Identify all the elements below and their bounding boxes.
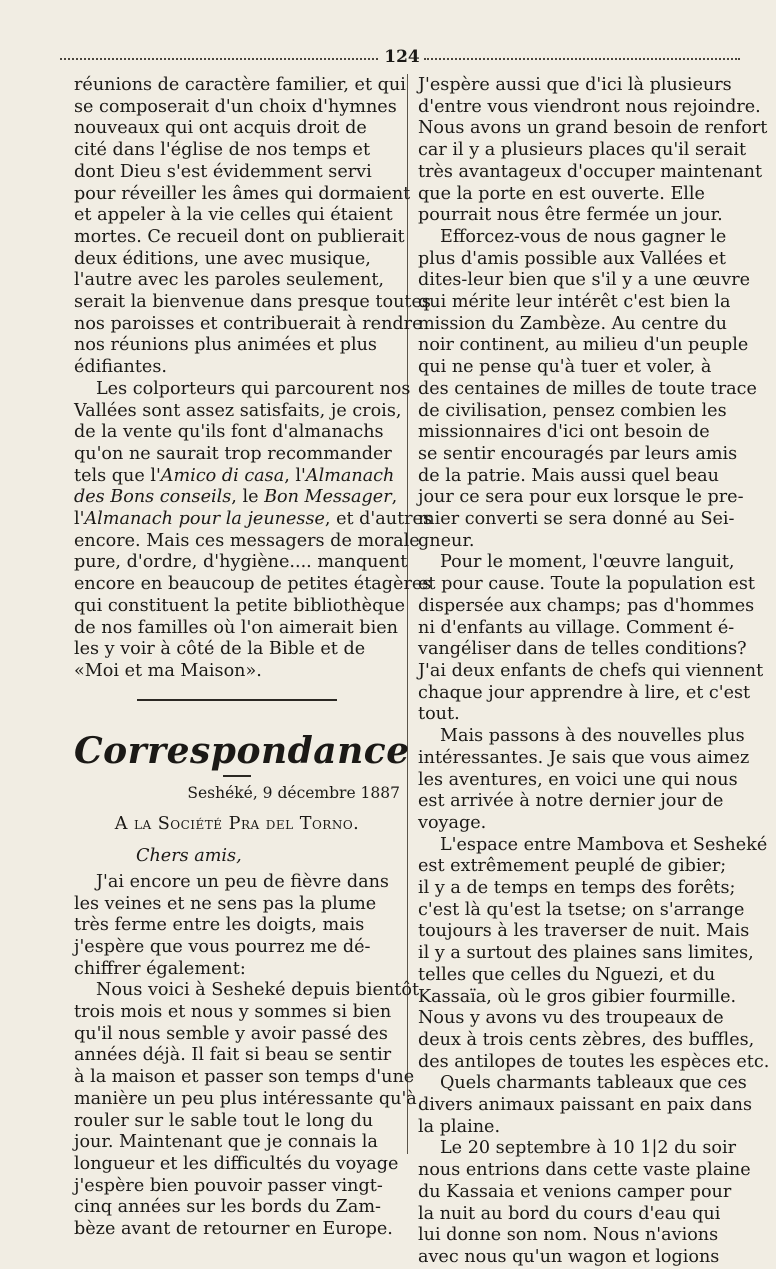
right-paragraph-2 [418, 226, 757, 553]
text-line: se composerait d'un choix d'hymnes [74, 96, 397, 117]
text-line: à la maison et passer son temps d'une [74, 1067, 415, 1088]
text-line: nos réunions plus animées et plus [74, 335, 377, 356]
left-paragraph-4 [74, 980, 420, 1240]
text-line: et pour cause. Toute la population est [418, 574, 755, 595]
text-run: , et d'autres [324, 509, 432, 530]
heading-underline-dash [223, 775, 251, 777]
right-column [418, 75, 770, 1269]
text-line: mortes. Ce recueil dont on publierait [74, 226, 405, 247]
text-line: qui mérite leur intérêt c'est bien la [418, 292, 731, 313]
text-line: j'espère que vous pourrez me dé- [74, 936, 371, 957]
text-line: deux à trois cents zèbres, des buffles, [418, 1029, 755, 1050]
text-line: Le 20 septembre à 10 1|2 du soir [440, 1138, 737, 1159]
almanac-title: Almanach [305, 465, 395, 486]
text-line: J'ai encore un peu de fièvre dans [96, 871, 389, 892]
text-line: trois mois et nous y sommes si bien [74, 1002, 392, 1023]
text-line [74, 509, 432, 531]
text-line: vangéliser dans de telles conditions? [418, 639, 747, 660]
text-line: longueur et les difficultés du voyage [74, 1153, 399, 1174]
text-line: Vallées sont assez satisfaits, je crois, [74, 400, 402, 421]
text-line: missionnaires d'ici ont besoin de [418, 422, 710, 443]
text-line: j'espère bien pouvoir passer vingt- [74, 1175, 383, 1196]
header-dotted-rule-right [424, 58, 740, 60]
text-line: Efforcez-vous de nous gagner le [440, 226, 727, 247]
text-line: toujours à les traverser de nuit. Mais [418, 921, 750, 942]
text-line: qu'il nous semble y avoir passé des [74, 1023, 388, 1044]
text-line: chiffrer également: [74, 958, 246, 979]
right-paragraph-6 [418, 1073, 752, 1138]
letter-addressee: A la Société Pra del Torno. [114, 814, 360, 835]
text-line: lui donne son nom. Nous n'avions [418, 1225, 719, 1246]
text-line: de la patrie. Mais aussi quel beau [418, 465, 720, 486]
text-line: des centaines de milles de toute trace [418, 378, 757, 399]
text-line: les veines et ne sens pas la plume [74, 893, 377, 914]
left-paragraph-1 [74, 75, 431, 379]
text-line: Les colporteurs qui parcourent nos [96, 378, 411, 399]
text-line: de la vente qu'ils font d'almanachs [74, 422, 384, 443]
letter-salutation: Chers amis, [136, 846, 242, 867]
text-line: des antilopes de toutes les espèces etc. [418, 1051, 770, 1072]
text-line [74, 466, 400, 488]
text-line: «Moi et ma Maison». [74, 660, 262, 681]
text-line: très ferme entre les doigts, mais [74, 915, 365, 936]
text-line: nouveaux qui ont acquis droit de [74, 118, 367, 139]
almanac-title: Almanach pour la jeunesse [84, 509, 325, 530]
text-line: de nos familles où l'on aimerait bien [74, 617, 398, 638]
text-run: l' [74, 509, 85, 530]
text-line: tout. [418, 704, 460, 725]
text-line: J'espère aussi que d'ici là plusieurs [418, 75, 732, 95]
page-number: 124 [384, 47, 420, 67]
text-line: chaque jour apprendre à lire, et c'est [418, 682, 751, 703]
text-line: qu'on ne saurait trop recommander [74, 443, 392, 464]
left-paragraph-2 [74, 378, 432, 683]
text-line: Pour le moment, l'œuvre languit, [440, 552, 735, 573]
right-paragraph-3 [418, 552, 764, 726]
text-line: divers animaux paissant en paix dans [418, 1095, 752, 1116]
text-line: Nous y avons vu des troupeaux de [418, 1008, 724, 1029]
almanac-title: Amico di casa [160, 465, 285, 486]
text-line: nous entrions dans cette vaste plaine [418, 1160, 751, 1181]
text-line: jour ce sera pour eux lorsque le pre- [418, 487, 744, 508]
text-line: noir continent, au milieu d'un peuple [418, 335, 749, 356]
text-line: de civilisation, pensez combien les [418, 400, 727, 421]
text-line: encore en beaucoup de petites étagères [74, 574, 432, 595]
text-line: et appeler à la vie celles qui étaient [74, 205, 393, 226]
text-line: qui constituent la petite bibliothèque [74, 595, 406, 616]
text-line: jour. Maintenant que je connais la [74, 1132, 378, 1153]
text-line: car il y a plusieurs places qu'il serait [418, 140, 747, 161]
header-dotted-rule-left [60, 58, 378, 60]
text-line: gneur. [418, 530, 475, 551]
text-line: voyage. [418, 812, 487, 833]
section-heading: Correspondance [74, 729, 410, 772]
text-line: c'est là qu'est la tsetse; on s'arrange [418, 899, 745, 920]
text-line: l'autre avec les paroles seulement, [74, 270, 385, 291]
text-line: Kassaïa, où le gros gibier fourmille. [418, 986, 737, 1007]
text-line: dispersée aux champs; pas d'hommes [418, 595, 755, 616]
text-line: intéressantes. Je sais que vous aimez [418, 747, 750, 768]
text-line: est arrivée à notre dernier jour de [418, 791, 724, 812]
left-column [74, 75, 432, 1241]
text-line: manière un peu plus intéressante qu'à [74, 1088, 417, 1109]
text-line: cinq années sur les bords du Zam- [74, 1197, 381, 1218]
text-line: du Kassaia et venions camper pour [418, 1181, 732, 1202]
text-line: rouler sur le sable tout le long du [74, 1110, 374, 1131]
text-line: bèze avant de retourner en Europe. [74, 1219, 393, 1240]
text-line: les y voir à côté de la Bible et de [74, 639, 366, 660]
text-line: mier converti se sera donné au Sei- [418, 509, 735, 530]
text-line: se sentir encouragés par leurs amis [418, 443, 738, 464]
text-line: L'espace entre Mambova et Sesheké [440, 834, 768, 855]
text-line: Nous voici à Sesheké depuis bientôt [96, 980, 420, 1001]
text-line: les aventures, en voici une qui nous [418, 769, 738, 790]
text-line: d'entre vous viendront nous rejoindre. [418, 96, 761, 117]
right-paragraph-7 [418, 1138, 751, 1268]
text-run: , [391, 487, 398, 508]
text-line [74, 487, 400, 509]
right-paragraph-4 [418, 726, 750, 835]
text-line: cité dans l'église de nos temps et [74, 140, 371, 161]
text-line: J'ai deux enfants de chefs qui viennent [418, 660, 764, 681]
text-line: dont Dieu s'est évidemment servi [74, 161, 372, 182]
text-line: que la porte en est ouverte. Elle [418, 183, 705, 204]
right-paragraph-5 [418, 834, 770, 1074]
text-line: pure, d'ordre, d'hygiène.... manquent [74, 552, 408, 573]
text-line: pourrait nous être fermée un jour. [418, 205, 723, 226]
text-line: est extrêmement peuplé de gibier; [418, 856, 727, 877]
text-line: encore. Mais ces messagers de morale [74, 530, 420, 551]
text-line: ni d'enfants au village. Comment é- [418, 617, 735, 638]
text-line: il y a de temps en temps des forêts; [418, 878, 736, 899]
text-line: Nous avons un grand besoin de renfort [418, 118, 768, 139]
text-line: nos paroisses et contribuerait à rendre [74, 313, 423, 334]
text-line: deux éditions, une avec musique, [74, 248, 371, 269]
text-run: , l' [284, 465, 306, 486]
section-separator-rule [137, 699, 337, 701]
almanac-title: Bon Messager [264, 487, 392, 508]
text-line: avec nous qu'un wagon et logions [418, 1246, 720, 1267]
text-run: tels que l' [74, 465, 161, 486]
text-line: il y a surtout des plaines sans limites, [418, 943, 754, 964]
text-run: , le [231, 487, 265, 508]
text-line: la plaine. [418, 1116, 501, 1137]
text-line: pour réveiller les âmes qui dormaient [74, 183, 411, 204]
text-line: la nuit au bord du cours d'eau qui [418, 1203, 721, 1224]
right-paragraph-1 [418, 75, 768, 227]
almanac-title: des Bons conseils [74, 487, 232, 508]
text-line: réunions de caractère familier, et qui [74, 75, 406, 95]
text-line: Mais passons à des nouvelles plus [440, 726, 745, 747]
left-paragraph-3 [74, 872, 400, 981]
text-line: édifiantes. [74, 357, 167, 378]
letter-dateline: Seshéké, 9 décembre 1887 [187, 783, 400, 802]
page-header [60, 46, 740, 70]
text-line: très avantageux d'occuper maintenant [418, 161, 763, 182]
text-line: mission du Zambèze. Au centre du [418, 313, 727, 334]
text-line: dites-leur bien que s'il y a une œuvre [418, 270, 751, 291]
text-line: serait la bienvenue dans presque toutes [74, 292, 431, 313]
text-line: Quels charmants tableaux que ces [440, 1073, 747, 1094]
text-line: telles que celles du Nguezi, et du [418, 964, 716, 985]
text-line: qui ne pense qu'à tuer et voler, à [418, 357, 712, 378]
text-line: plus d'amis possible aux Vallées et [418, 248, 726, 269]
text-line: années déjà. Il fait si beau se sentir [74, 1045, 392, 1066]
